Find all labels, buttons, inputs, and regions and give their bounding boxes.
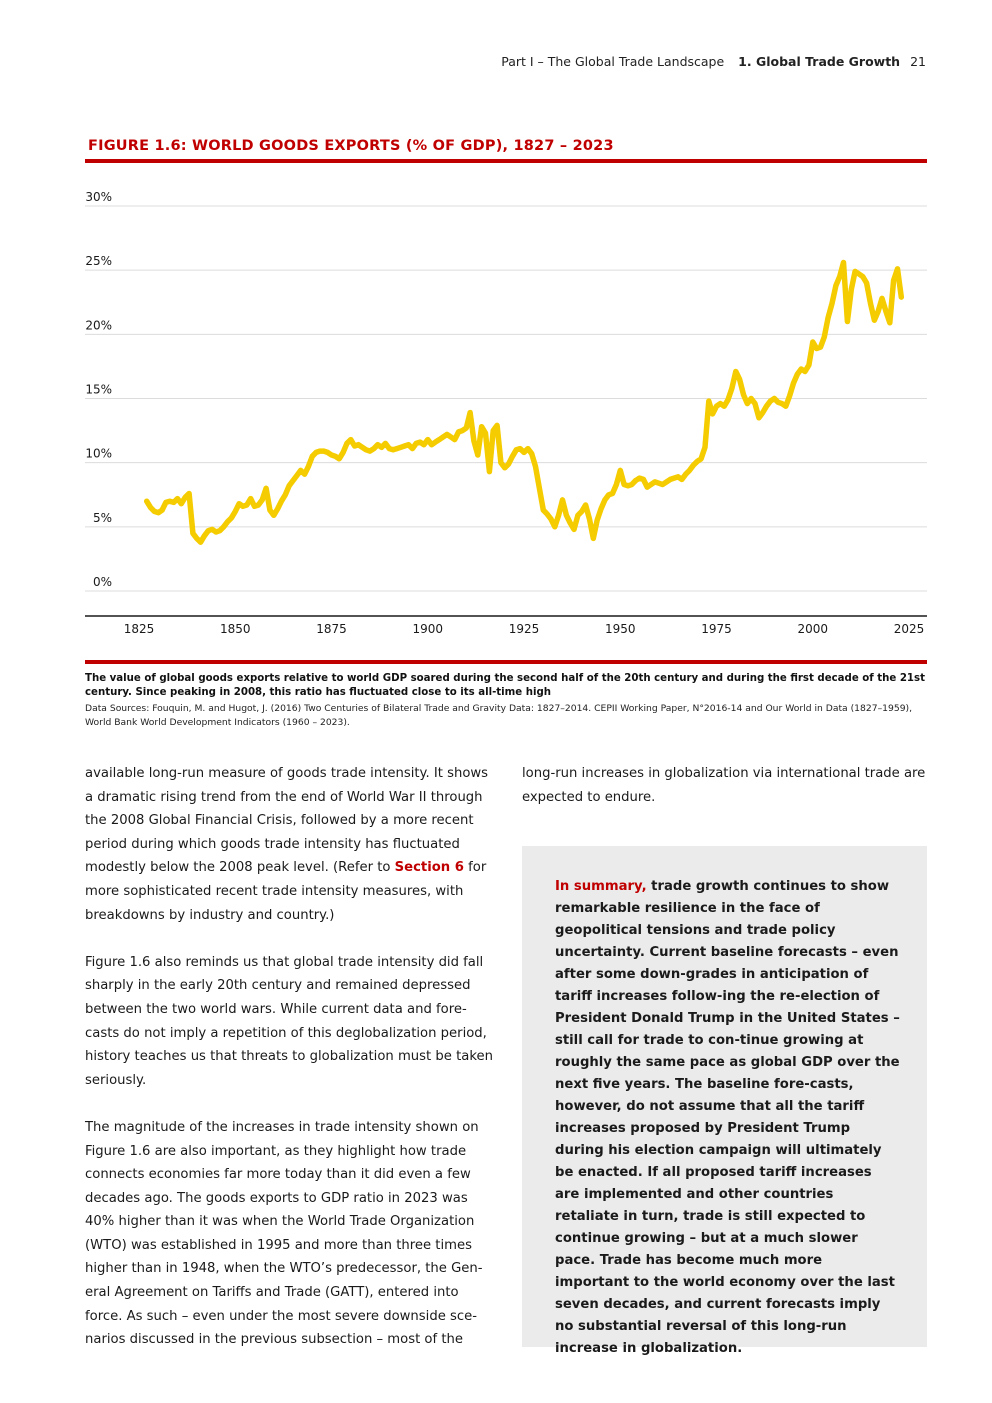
figure-caption: The value of global goods exports relative to world GDP soared during the second half of the 20th century and during the first decade of the 21st century. Since peaking in 2008, this ratio has fluctuated close to its all-time high [85, 673, 925, 698]
series-line-goods-exports [147, 263, 902, 543]
body-paragraph-3: The magnitude of the increases in trade intensity shown on Figure 1.6 are also important, as they highlight how trade connects economies far more today than it did even a few decades ago. The goods exports to GDP ratio in 2023 was 40% higher than it was when the World Trade Organization (WTO) was established in 1995 and more than three times higher than in 1948, when the WTO’s predecessor, the Gen-eral Agreement on Tariffs and Trade (GATT), entered into force. As such – even under the most severe downside sce-narios discussed in the previous subsection – most of the [85, 1119, 483, 1348]
x-tick-label: 1875 [316, 622, 347, 636]
body-paragraph-4: long-run increases in globalization via international trade are expected to endure. [522, 766, 926, 805]
x-axis-tick-labels [124, 622, 925, 636]
figure-title: FIGURE 1.6: WORLD GOODS EXPORTS (% OF GDP), 1827 – 2023 [88, 138, 614, 154]
figure-top-rule [85, 159, 927, 163]
header-part: Part I – The Global Trade Landscape [501, 54, 725, 69]
x-tick-label: 1825 [123, 622, 155, 636]
x-tick-label: 1850 [219, 622, 251, 636]
summary-box [522, 846, 927, 1356]
y-tick-label: 0% [92, 575, 112, 589]
y-tick-label: 10% [85, 446, 112, 461]
body-paragraph-1: available long-run measure of goods trade intensity. It shows a dramatic rising trend from the end of World War II through the 2008 Global Financial Crisis, followed by a more recent period during which goods trade intensity has fluctuated modestly below the 2008 peak level. (Refer to Section 6 for more sophisticated recent trade intensity measures, with breakdowns by industry and country.) [85, 766, 489, 923]
y-tick-label: 25% [85, 254, 112, 269]
header-section: 1. Global Trade Growth [738, 54, 901, 69]
y-tick-label: 30% [85, 190, 112, 204]
summary-lead: In summary, [555, 879, 647, 894]
x-tick-label: 1900 [412, 622, 444, 636]
body-paragraph-2: Figure 1.6 also reminds us that global trade intensity did fall sharply in the early 20th century and remained depressed between the two world wars. While current data and fore-casts do not imply a repetition of this deglobalization period, history teaches us that threats to globalization must be taken seriously. [85, 954, 493, 1088]
x-tick-label: 1950 [604, 622, 636, 636]
x-tick-label: 1925 [508, 622, 540, 636]
page-number: 21 [910, 54, 926, 69]
y-axis-tick-labels [85, 190, 112, 589]
summary-text [555, 876, 900, 1360]
chart-gridlines [85, 206, 927, 591]
x-tick-label: 2000 [797, 622, 829, 636]
y-tick-label: 15% [85, 382, 112, 397]
x-tick-label: 1975 [701, 622, 732, 636]
running-header [501, 54, 926, 69]
line-chart [0, 180, 992, 650]
summary-body: trade growth continues to show remarkable resilience in the face of geopolitical tensions and trade policy uncertainty. Current baseline forecasts – even after some down-grades in anticipation of tariff increases follow-ing the re-election of President Donald Trump in the United States – still call for trade to con-tinue growing at roughly the same pace as global GDP over the next five years. The baseline fore-casts, however, do not assume that all the tariff increases proposed by President Trump during his election campaign will ultimately be enacted. If all proposed tariff increases are implemented and other countries retaliate in turn, trade is still expected to continue growing – but at a much slower pace. Trade has become much more important to the world economy over the last seven decades, and current forecasts imply no substantial reversal of this long-run increase in globalization. [555, 879, 900, 1356]
body-right-column [522, 762, 932, 809]
figure-sources: Data Sources: Fouquin, M. and Hugot, J. (2016) Two Centuries of Bilateral Trade and Gravity Data: 1827–2014. CEPII Working Paper, N°2016-14 and Our World in Data (1827–1959), World Bank World Development Indicators (1960 – 2023). [85, 703, 913, 728]
section-6-link[interactable]: Section 6 [394, 860, 464, 876]
y-tick-label: 5% [92, 510, 112, 525]
figure-bottom-rule [85, 660, 927, 664]
body-left-column [85, 762, 495, 1375]
x-tick-label: 2025 [893, 622, 925, 636]
y-tick-label: 20% [85, 318, 112, 333]
